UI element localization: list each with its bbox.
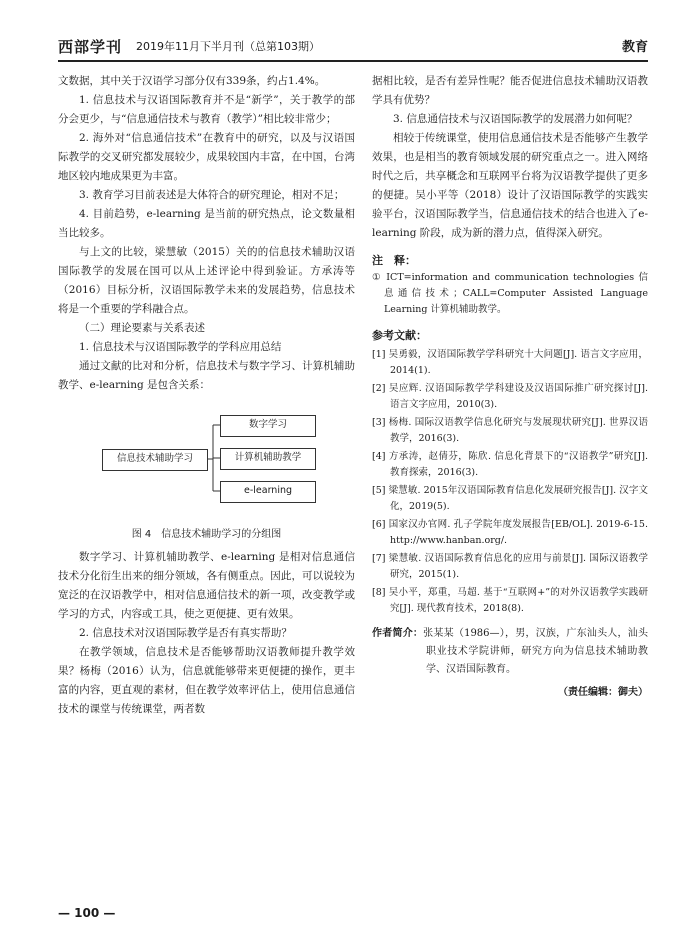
paragraph: 相较于传统课堂，使用信息通信技术是否能够产生教学效果，也是相当的教育领域发展的研究重点之一。进入网络时代之后，共享概念和互联网平台将为汉语教学提供了更多的便捷。吴小平等（2018）设计了汉语国际教学的实践实验平台，汉语国际教学当，信息通信技术的结合也进入了e-learning 阶段，成为新的潜力点，值得深入研究。 [372,132,648,239]
right-column [372,72,648,702]
issue-info: 2019年11月下半月刊（总第103期） [136,40,320,53]
reference-item: [4] 方承涛，赵倩芬，陈欣. 信息化背景下的“汉语教学”研究[J]. 教育探索，2016(3). [372,451,648,478]
reference-list [372,347,648,617]
paragraph: 4. 目前趋势，e-learning 是当前的研究热点，论文数量相当比较多。 [58,208,355,239]
subsection-heading: （二）理论要素与关系表述 [79,322,205,334]
diagram-child-box: e-learning [220,481,316,503]
reference-item: [2] 吴应辉. 汉语国际教学学科建设及汉语国际推广研究探讨[J]. 语言文字应用，2010(3). [372,383,648,410]
reference-item: [7] 梁慧敏. 汉语国际教育信息化的应用与前景[J]. 国际汉语教学研究，2015(1). [372,553,648,580]
responsible-editor: （责任编辑：御夫） [558,687,648,698]
diagram-child-box: 计算机辅助教学 [220,448,316,470]
subsection-heading: 2. 信息技术对汉语国际教学是否有真实帮助？ [79,627,292,639]
paragraph: 3. 教育学习目前表述是大体符合的研究理论，相对不足； [79,189,345,201]
paragraph: 文数据，其中关于汉语学习部分仅有339条，约占1.4%。 [58,75,326,87]
paragraph: 数字学习、计算机辅助教学、e-learning 是相对信息通信技术分化衍生出来的细分领域，各有侧重点。因此，可以说较为宽泛的在汉语教学中，相对信息通信技术的新一项，改变教学或学习的方式，内容或工具，使之更便捷、更有效果。 [58,551,355,620]
figure-diagram [58,401,355,523]
references-title: 参考文献： [372,329,427,342]
notes-title: 注 释： [372,254,416,267]
paragraph: 据相比较，是否有差异性呢？能否促进信息技术辅助汉语教学具有优势？ [372,75,648,106]
journal-logo: 西部学刊 [58,38,123,56]
subsection-heading: 3. 信息通信技术与汉语国际教学的发展潜力如何呢？ [393,113,638,125]
paragraph: 1. 信息技术与汉语国际教育并不是“新学”，关于教学的部分会更少，与“信息通信技术与教育（教学）”相比较非常少； [58,94,355,125]
reference-item: [1] 吴勇毅，汉语国际教学学科研究十大问题[J]. 语言文字应用，2014(1). [372,349,648,376]
author-bio [372,625,648,679]
section-tag: 教育 [621,40,648,55]
diagram-child-box: 数字学习 [220,415,316,437]
reference-item: [3] 杨梅. 国际汉语教学信息化研究与发展现状研究[J]. 世界汉语教学，2016(3). [372,417,648,444]
diagram-root-box: 信息技术辅助学习 [102,449,208,471]
author-label: 作者简介： [372,628,424,639]
paragraph: 2. 海外对“信息通信技术”在教育中的研究，以及与汉语国际教学的交叉研究都发展较少，成果较国内丰富，在中国，台湾地区较内地成果更为丰富。 [58,132,355,182]
reference-item: [6] 国家汉办官网. 孔子学院年度发展报告[EB/OL]. 2019-6-15. http://www.hanban.org/. [372,519,648,546]
reference-item: [5] 梁慧敏. 2015年汉语国际教育信息化发展研究报告[J]. 汉字文化，2019(5). [372,485,648,512]
left-column [58,72,355,719]
page-header [58,34,648,62]
paragraph: 在教学领域，信息技术是否能够帮助汉语教师提升教学效果？杨梅（2016）认为，信息就能够带来更便捷的操作，更丰富的内容，更直观的素材，但在教学效率评估上，使用信息通信技术的课堂与传统课堂，两者数 [58,646,355,715]
footnote: ① ICT=information and communication technologies 信息通信技术；CALL=Computer Assisted Language Learning 计算机辅助教学。 [372,272,648,315]
figure-caption: 图 4 信息技术辅助学习的分组图 [131,529,282,540]
page-number: — 100 — [58,906,116,920]
paragraph: 与上文的比较，梁慧敏（2015）关的的信息技术辅助汉语国际教学的发展在国可以从上述评论中得到验证。方承涛等（2016）目标分析，汉语国际教学未来的发展趋势，信息技术将是一个重要的学科融合点。 [58,246,355,315]
author-text: 张某某（1986—），男，汉族，广东汕头人，汕头职业技术学院讲师，研究方向为信息技术辅助教学、汉语国际教育。 [423,628,648,675]
paragraph: 通过文献的比对和分析，信息技术与数字学习、计算机辅助教学、e-learning 是包含关系： [58,360,355,391]
subsection-heading: 1. 信息技术与汉语国际教学的学科应用总结 [79,341,282,353]
reference-item: [8] 吴小平，郑重，马超. 基于“互联网+”的对外汉语教学实践研究[J]. 现代教育技术，2018(8). [372,587,648,614]
